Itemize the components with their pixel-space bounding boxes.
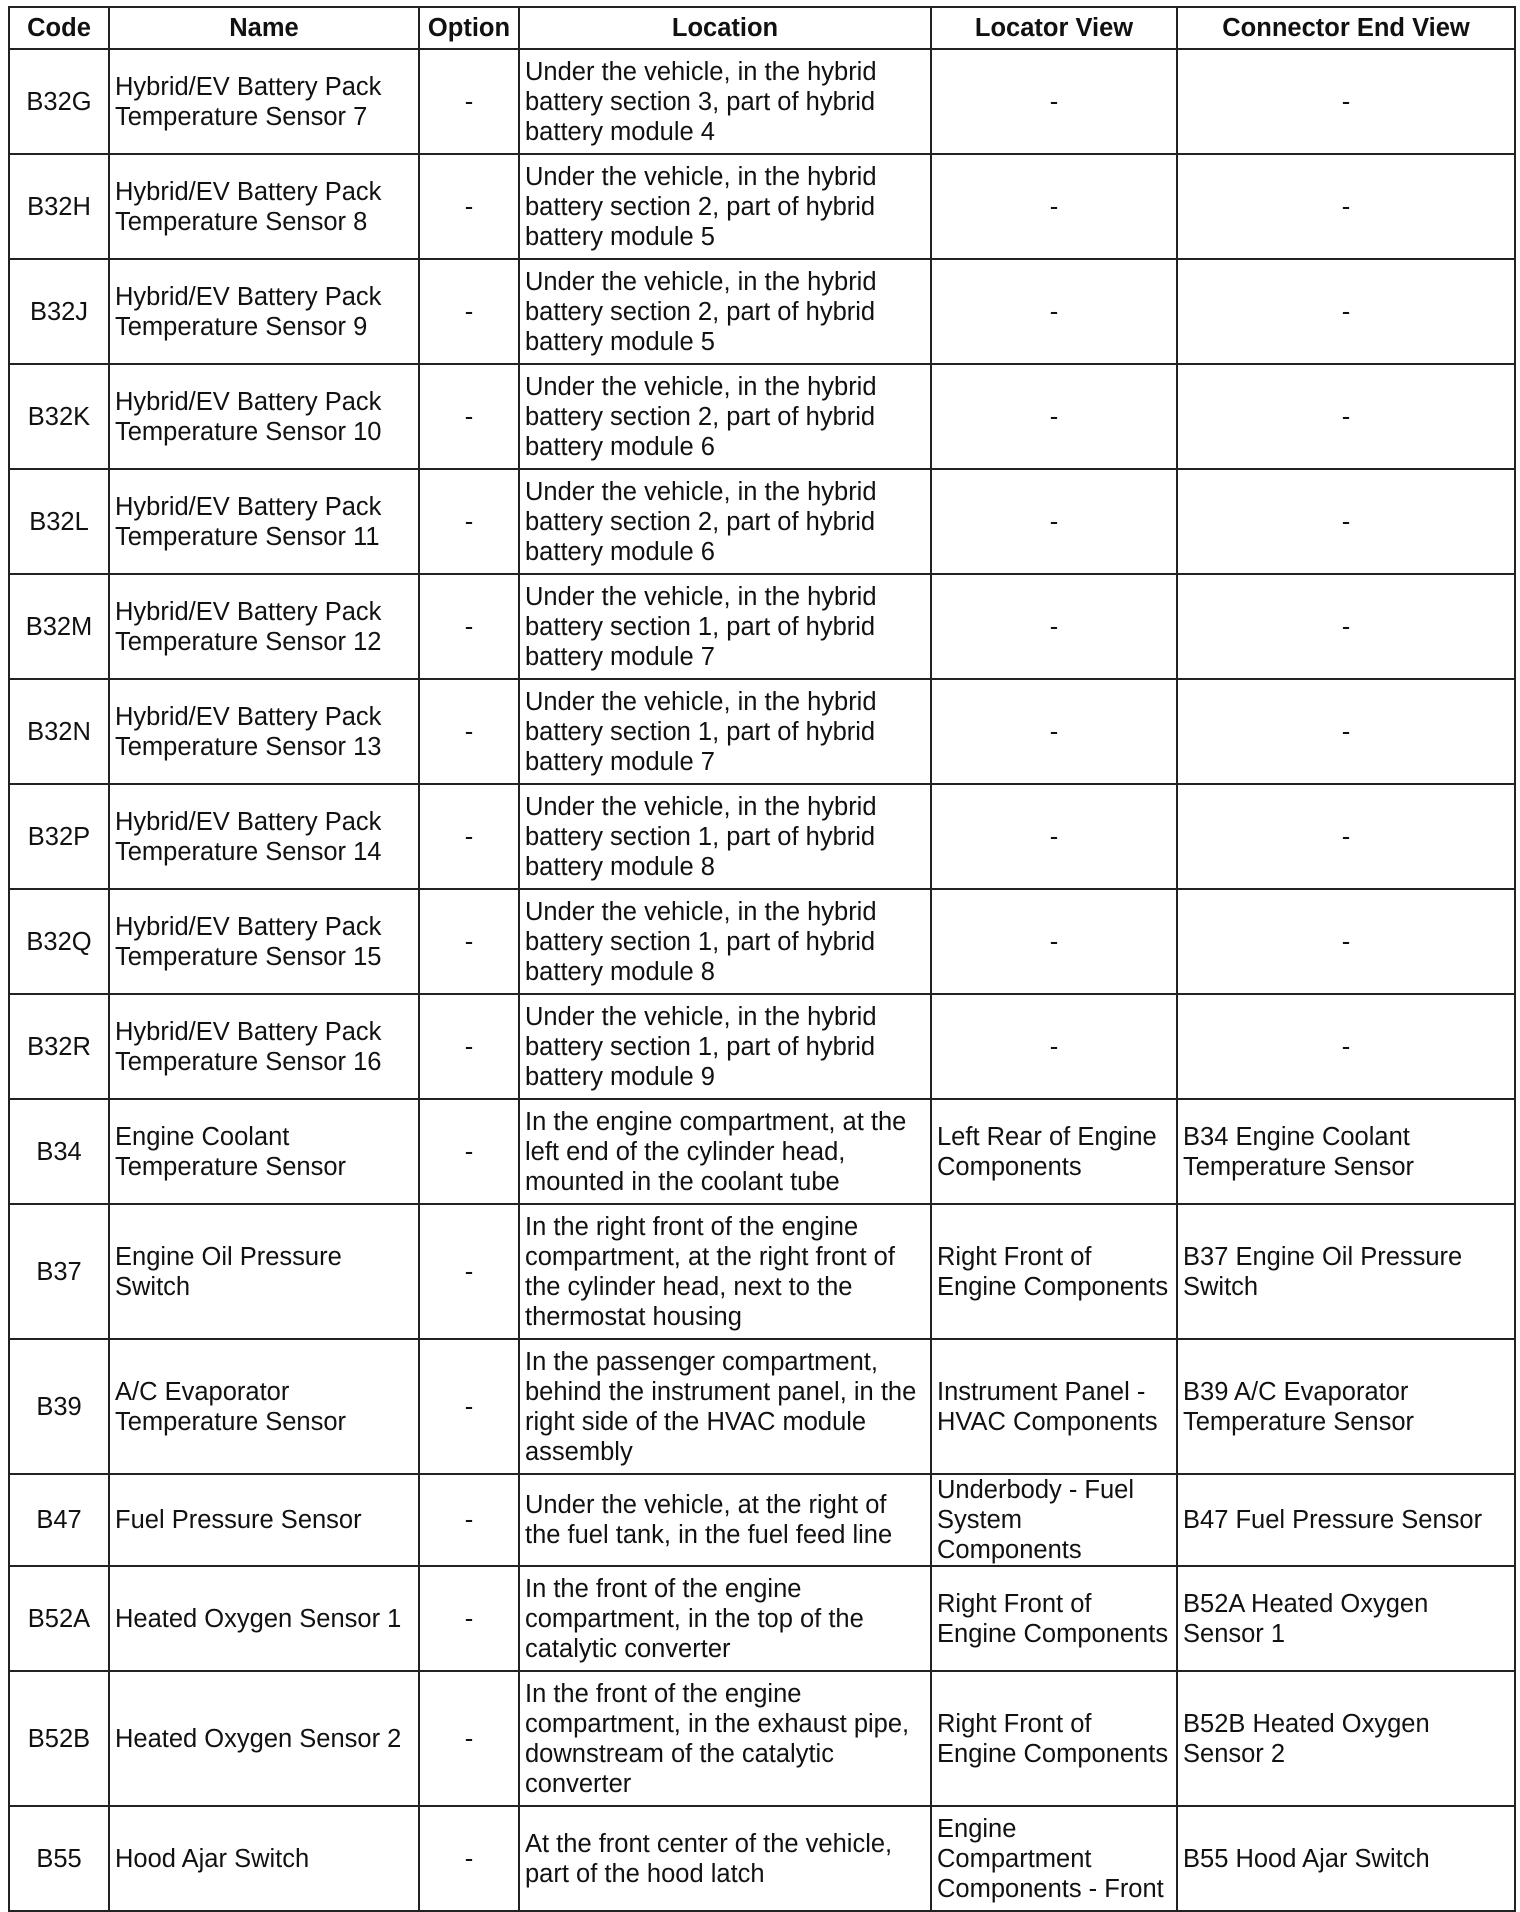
- cell-code: B32R: [9, 994, 109, 1099]
- table-row: [9, 1806, 1515, 1911]
- cell-name: Hybrid/EV Battery Pack Temperature Sensor 16: [109, 994, 419, 1099]
- cell-code: B32J: [9, 259, 109, 364]
- cell-locator-view: -: [931, 364, 1177, 469]
- cell-code: B32P: [9, 784, 109, 889]
- cell-name: Hybrid/EV Battery Pack Temperature Sensor 8: [109, 154, 419, 259]
- table-row: [9, 1566, 1515, 1671]
- cell-location: In the passenger compartment, behind the instrument panel, in the right side of the HVAC module assembly: [519, 1339, 931, 1474]
- table-row: [9, 49, 1515, 154]
- cell-name: Hybrid/EV Battery Pack Temperature Sensor 12: [109, 574, 419, 679]
- col-header-code: Code: [9, 7, 109, 49]
- cell-locator-view: -: [931, 574, 1177, 679]
- cell-code: B55: [9, 1806, 109, 1911]
- cell-option: -: [419, 1474, 519, 1566]
- cell-location: Under the vehicle, in the hybrid battery section 2, part of hybrid battery module 6: [519, 469, 931, 574]
- cell-locator-view: -: [931, 49, 1177, 154]
- cell-option: -: [419, 1566, 519, 1671]
- cell-locator-view: Left Rear of Engine Components: [931, 1099, 1177, 1204]
- cell-location: Under the vehicle, in the hybrid battery section 1, part of hybrid battery module 7: [519, 574, 931, 679]
- cell-location: Under the vehicle, in the hybrid battery section 1, part of hybrid battery module 8: [519, 889, 931, 994]
- cell-option: -: [419, 1099, 519, 1204]
- cell-connector-end-view: B52A Heated Oxygen Sensor 1: [1177, 1566, 1515, 1671]
- cell-option: -: [419, 1671, 519, 1806]
- cell-locator-view: Underbody - Fuel System Components: [931, 1474, 1177, 1566]
- cell-option: -: [419, 784, 519, 889]
- cell-connector-end-view: -: [1177, 679, 1515, 784]
- cell-location: Under the vehicle, in the hybrid battery section 2, part of hybrid battery module 6: [519, 364, 931, 469]
- cell-location: Under the vehicle, in the hybrid battery section 1, part of hybrid battery module 9: [519, 994, 931, 1099]
- cell-connector-end-view: -: [1177, 889, 1515, 994]
- cell-connector-end-view: -: [1177, 49, 1515, 154]
- cell-code: B37: [9, 1204, 109, 1339]
- cell-name: Heated Oxygen Sensor 2: [109, 1671, 419, 1806]
- cell-name: Engine Oil Pressure Switch: [109, 1204, 419, 1339]
- col-header-name: Name: [109, 7, 419, 49]
- table-row: [9, 994, 1515, 1099]
- cell-locator-view: -: [931, 994, 1177, 1099]
- cell-location: In the right front of the engine compartment, at the right front of the cylinder head, next to the thermostat housing: [519, 1204, 931, 1339]
- cell-option: -: [419, 259, 519, 364]
- cell-option: -: [419, 574, 519, 679]
- cell-connector-end-view: B47 Fuel Pressure Sensor: [1177, 1474, 1515, 1566]
- table-row: [9, 1099, 1515, 1204]
- cell-connector-end-view: -: [1177, 364, 1515, 469]
- cell-locator-view: -: [931, 154, 1177, 259]
- cell-locator-view: -: [931, 889, 1177, 994]
- col-header-connector-end-view: Connector End View: [1177, 7, 1515, 49]
- cell-locator-view: -: [931, 679, 1177, 784]
- cell-connector-end-view: B37 Engine Oil Pressure Switch: [1177, 1204, 1515, 1339]
- cell-locator-view: Engine Compartment Components - Front: [931, 1806, 1177, 1911]
- table-row: [9, 364, 1515, 469]
- col-header-locator-view: Locator View: [931, 7, 1177, 49]
- cell-location: In the front of the engine compartment, in the top of the catalytic converter: [519, 1566, 931, 1671]
- cell-locator-view: Right Front of Engine Components: [931, 1204, 1177, 1339]
- cell-connector-end-view: B34 Engine Coolant Temperature Sensor: [1177, 1099, 1515, 1204]
- cell-connector-end-view: -: [1177, 574, 1515, 679]
- component-locator-table: [8, 6, 1516, 1912]
- cell-location: In the front of the engine compartment, in the exhaust pipe, downstream of the catalytic converter: [519, 1671, 931, 1806]
- cell-code: B32M: [9, 574, 109, 679]
- cell-name: Engine Coolant Temperature Sensor: [109, 1099, 419, 1204]
- cell-option: -: [419, 994, 519, 1099]
- cell-connector-end-view: -: [1177, 154, 1515, 259]
- table-row: [9, 1671, 1515, 1806]
- cell-code: B32N: [9, 679, 109, 784]
- cell-location: In the engine compartment, at the left end of the cylinder head, mounted in the coolant tube: [519, 1099, 931, 1204]
- col-header-location: Location: [519, 7, 931, 49]
- cell-name: Hybrid/EV Battery Pack Temperature Sensor 14: [109, 784, 419, 889]
- cell-name: Hybrid/EV Battery Pack Temperature Sensor 7: [109, 49, 419, 154]
- cell-code: B52B: [9, 1671, 109, 1806]
- cell-connector-end-view: B39 A/C Evaporator Temperature Sensor: [1177, 1339, 1515, 1474]
- table-row: [9, 889, 1515, 994]
- table-row: [9, 154, 1515, 259]
- cell-name: Heated Oxygen Sensor 1: [109, 1566, 419, 1671]
- cell-code: B47: [9, 1474, 109, 1566]
- cell-code: B32L: [9, 469, 109, 574]
- table-row: [9, 259, 1515, 364]
- cell-connector-end-view: -: [1177, 784, 1515, 889]
- cell-option: -: [419, 1339, 519, 1474]
- cell-location: Under the vehicle, in the hybrid battery section 2, part of hybrid battery module 5: [519, 154, 931, 259]
- cell-name: Hybrid/EV Battery Pack Temperature Sensor 15: [109, 889, 419, 994]
- cell-code: B32Q: [9, 889, 109, 994]
- cell-connector-end-view: B52B Heated Oxygen Sensor 2: [1177, 1671, 1515, 1806]
- table-row: [9, 1339, 1515, 1474]
- cell-locator-view: Right Front of Engine Components: [931, 1671, 1177, 1806]
- col-header-option: Option: [419, 7, 519, 49]
- cell-connector-end-view: -: [1177, 994, 1515, 1099]
- cell-name: Fuel Pressure Sensor: [109, 1474, 419, 1566]
- cell-locator-view: Right Front of Engine Components: [931, 1566, 1177, 1671]
- cell-code: B39: [9, 1339, 109, 1474]
- cell-code: B32K: [9, 364, 109, 469]
- table-row: [9, 1204, 1515, 1339]
- cell-name: Hybrid/EV Battery Pack Temperature Sensor 11: [109, 469, 419, 574]
- cell-name: A/C Evaporator Temperature Sensor: [109, 1339, 419, 1474]
- cell-location: Under the vehicle, in the hybrid battery section 2, part of hybrid battery module 5: [519, 259, 931, 364]
- cell-locator-view: -: [931, 259, 1177, 364]
- cell-name: Hybrid/EV Battery Pack Temperature Sensor 13: [109, 679, 419, 784]
- cell-option: -: [419, 889, 519, 994]
- cell-connector-end-view: B55 Hood Ajar Switch: [1177, 1806, 1515, 1911]
- cell-location: Under the vehicle, in the hybrid battery section 1, part of hybrid battery module 7: [519, 679, 931, 784]
- cell-option: -: [419, 154, 519, 259]
- cell-name: Hood Ajar Switch: [109, 1806, 419, 1911]
- cell-option: -: [419, 1204, 519, 1339]
- cell-option: -: [419, 364, 519, 469]
- cell-name: Hybrid/EV Battery Pack Temperature Sensor 10: [109, 364, 419, 469]
- cell-location: Under the vehicle, in the hybrid battery section 1, part of hybrid battery module 8: [519, 784, 931, 889]
- cell-connector-end-view: -: [1177, 259, 1515, 364]
- table-row: [9, 679, 1515, 784]
- table-row: [9, 1474, 1515, 1566]
- component-table-container: [8, 6, 1514, 1912]
- cell-location: At the front center of the vehicle, part of the hood latch: [519, 1806, 931, 1911]
- table-row: [9, 784, 1515, 889]
- table-row: [9, 574, 1515, 679]
- cell-location: Under the vehicle, in the hybrid battery section 3, part of hybrid battery module 4: [519, 49, 931, 154]
- table-row: [9, 469, 1515, 574]
- cell-option: -: [419, 49, 519, 154]
- cell-code: B32G: [9, 49, 109, 154]
- cell-option: -: [419, 469, 519, 574]
- cell-connector-end-view: -: [1177, 469, 1515, 574]
- cell-locator-view: Instrument Panel - HVAC Components: [931, 1339, 1177, 1474]
- cell-code: B34: [9, 1099, 109, 1204]
- cell-locator-view: -: [931, 469, 1177, 574]
- table-header-row: [9, 7, 1515, 49]
- cell-option: -: [419, 679, 519, 784]
- cell-option: -: [419, 1806, 519, 1911]
- cell-locator-view: -: [931, 784, 1177, 889]
- cell-name: Hybrid/EV Battery Pack Temperature Sensor 9: [109, 259, 419, 364]
- cell-code: B32H: [9, 154, 109, 259]
- cell-code: B52A: [9, 1566, 109, 1671]
- cell-location: Under the vehicle, at the right of the fuel tank, in the fuel feed line: [519, 1474, 931, 1566]
